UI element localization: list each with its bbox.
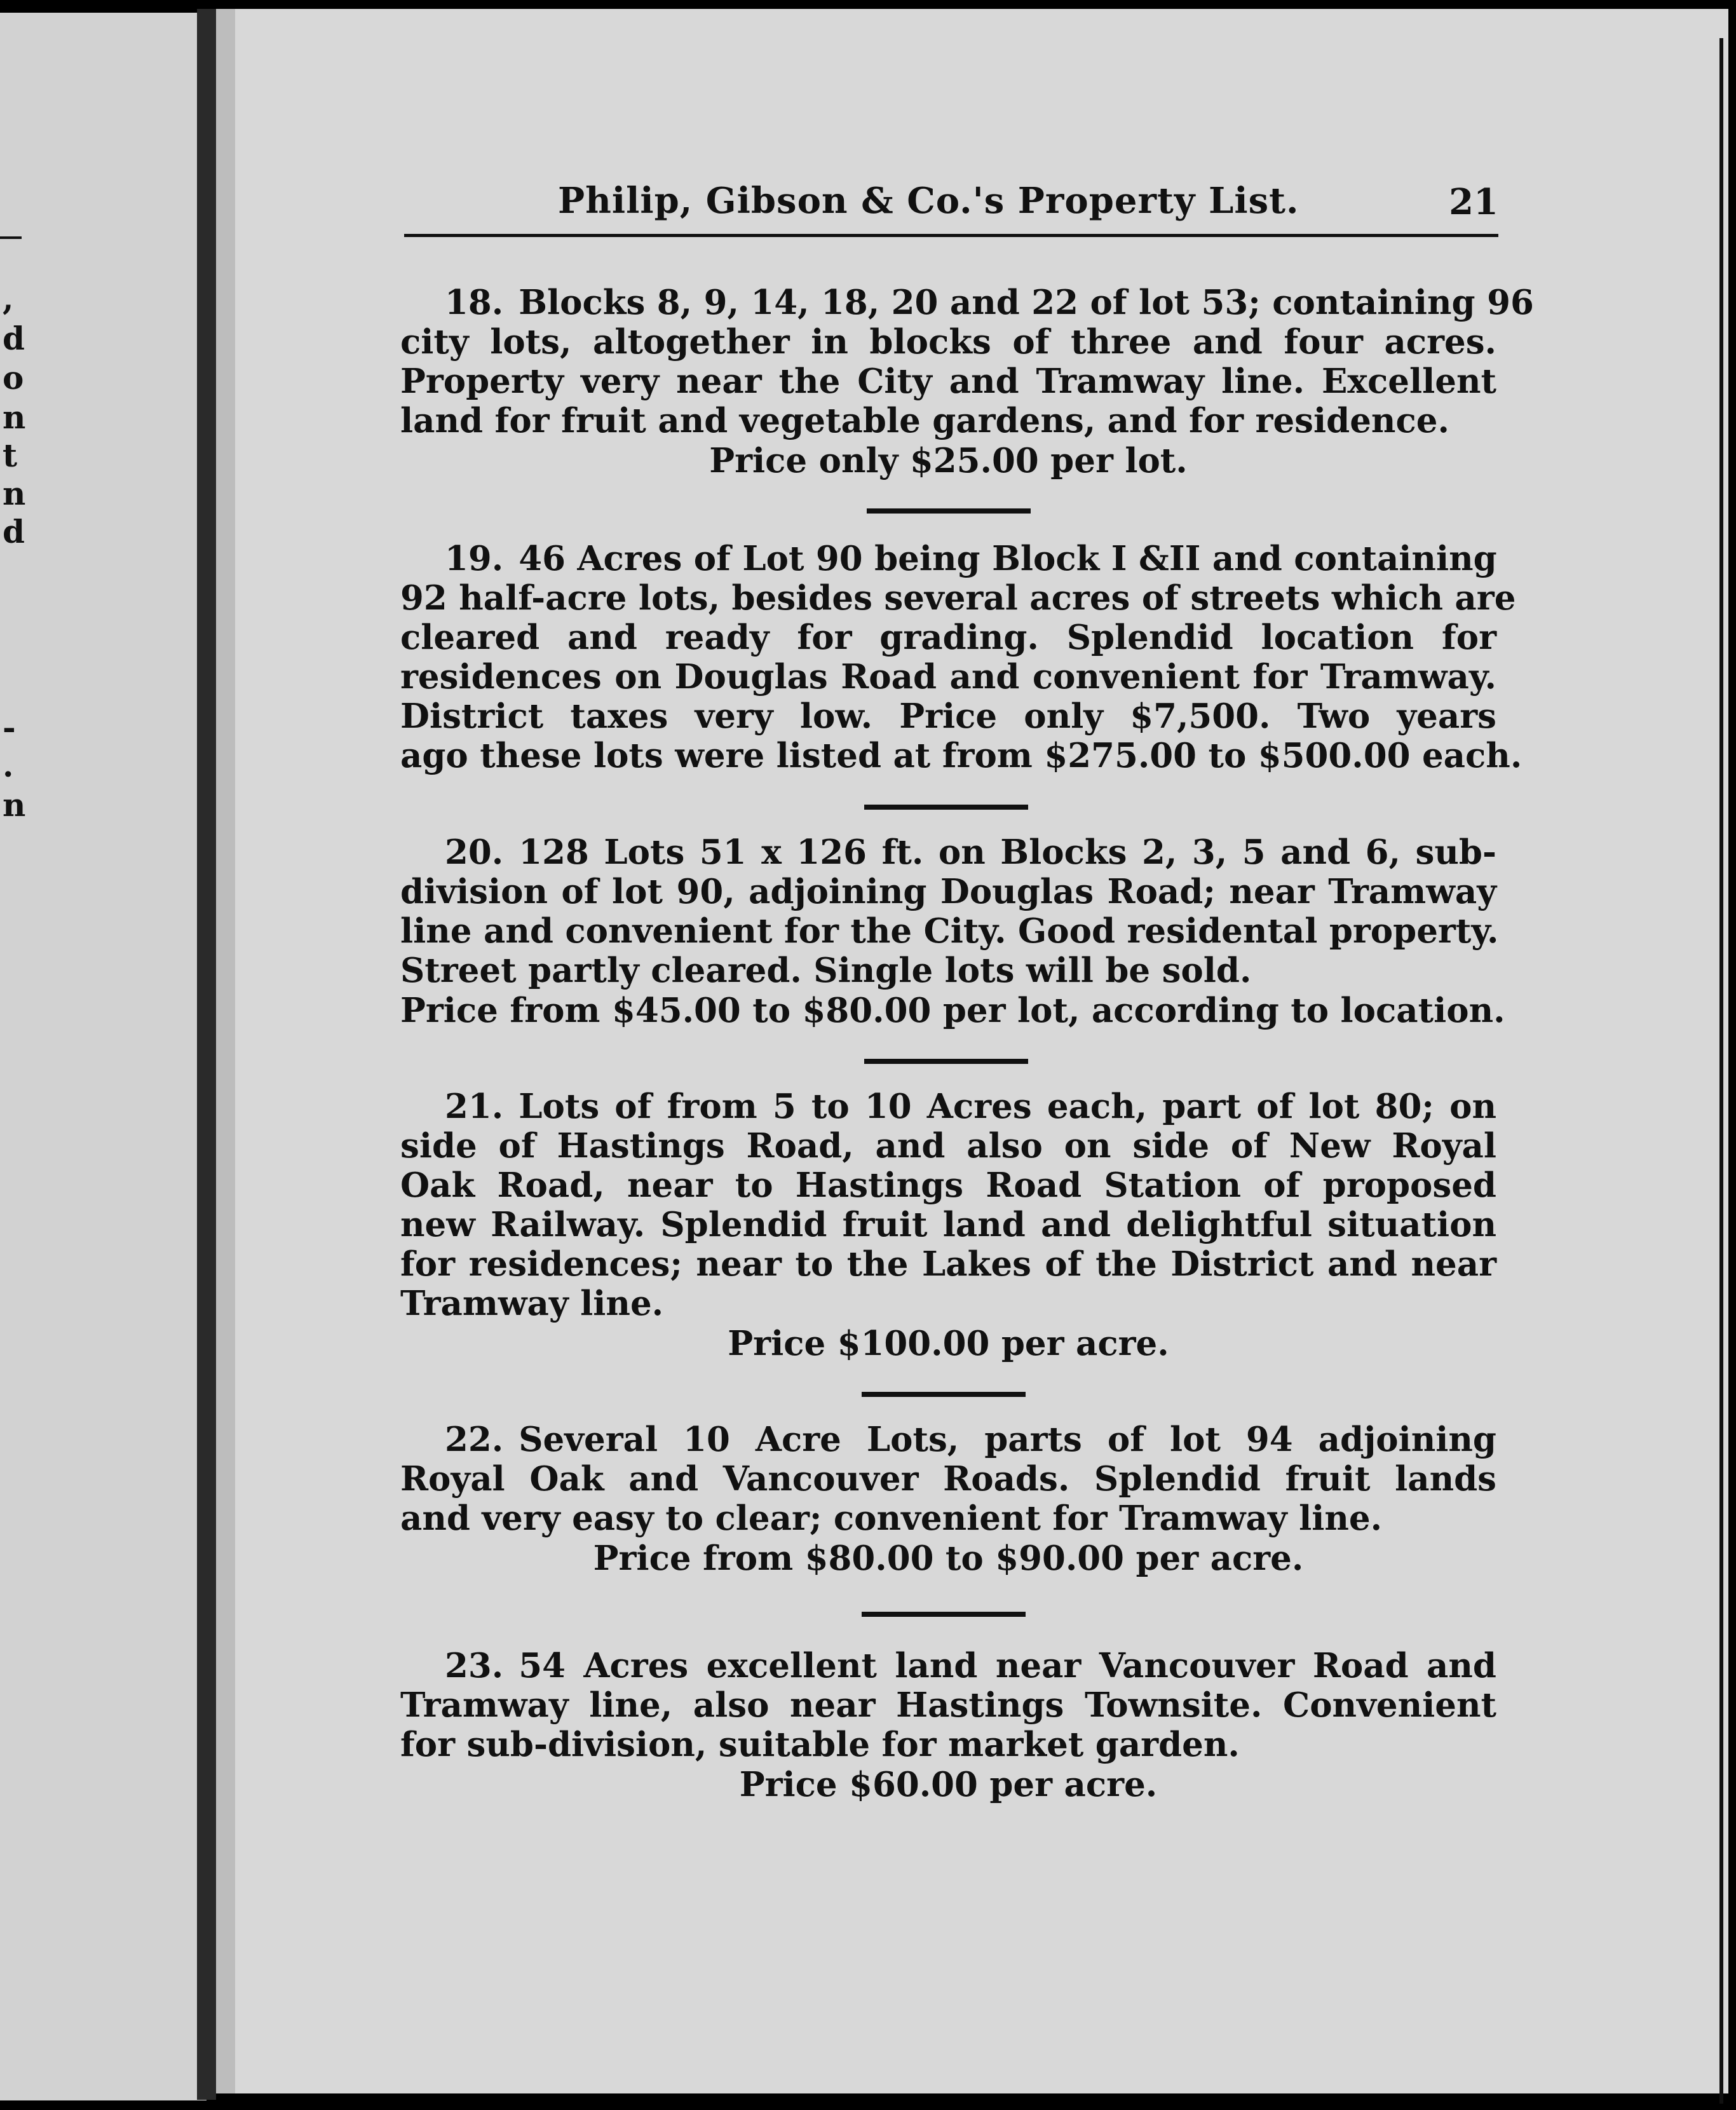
- gutter-shadow: [216, 9, 235, 2093]
- entry-line: for sub-division, suitable for market garden.: [400, 1725, 1240, 1764]
- facing-page-fragment: o: [3, 359, 24, 397]
- entry-line: 20. 128 Lots 51 x 126 ft. on Blocks 2, 3, 5 and 6, sub-: [400, 833, 1496, 872]
- entry-line: cleared and ready for grading. Splendid location for: [400, 618, 1496, 657]
- facing-page-fragment: -: [3, 709, 16, 746]
- property-entry-18: [400, 283, 1534, 481]
- entry-separator: [864, 1059, 1028, 1064]
- entry-number: 21.: [445, 1087, 504, 1126]
- running-head: [405, 180, 1498, 231]
- entry-number: 20.: [445, 833, 504, 872]
- entry-line: 92 half-acre lots, besides several acres of streets which are: [400, 578, 1516, 618]
- entry-price: Price $60.00 per acre.: [739, 1765, 1158, 1804]
- entry-line: division of lot 90, adjoining Douglas Road; near Tramway: [400, 872, 1496, 911]
- entry-line: city lots, altogether in blocks of three and four acres.: [400, 322, 1496, 362]
- facing-page-fragment: n: [3, 475, 26, 512]
- entry-number: 18.: [445, 283, 504, 322]
- entry-separator: [864, 805, 1028, 810]
- entry-line: and very easy to clear; convenient for Tramway line.: [400, 1499, 1383, 1538]
- entry-line: new Railway. Splendid fruit land and delightful situation: [400, 1205, 1496, 1244]
- book-gutter: [197, 9, 216, 2100]
- header-rule: [404, 234, 1498, 237]
- facing-page-fragment: .: [3, 747, 14, 784]
- entry-line: 22. Several 10 Acre Lots, parts of lot 94 adjoining: [400, 1420, 1496, 1459]
- entry-line: ago these lots were listed at from $275.00 to $500.00 each.: [400, 736, 1522, 775]
- page-number: 21: [1449, 181, 1498, 223]
- entry-line: side of Hastings Road, and also on side of New Royal: [400, 1126, 1496, 1166]
- entry-line: Tramway line, also near Hastings Townsite. Convenient: [400, 1685, 1496, 1725]
- entry-line: Royal Oak and Vancouver Roads. Splendid fruit lands: [400, 1459, 1496, 1499]
- entry-line: Tramway line.: [400, 1284, 664, 1323]
- page-edge: [1719, 38, 1723, 2104]
- property-entry-19: [400, 539, 1522, 775]
- facing-page-edge: [0, 13, 207, 2100]
- running-title: Philip, Gibson & Co.'s Property List.: [558, 180, 1299, 222]
- property-entry-20: [400, 833, 1505, 1031]
- facing-page-fragment: n: [3, 398, 26, 436]
- entry-line: 21. Lots of from 5 to 10 Acres each, part of lot 80; on: [400, 1087, 1496, 1126]
- entry-line: 18. Blocks 8, 9, 14, 18, 20 and 22 of lot 53; containing 96: [400, 283, 1496, 322]
- facing-page-rule: [0, 236, 22, 239]
- facing-page-fragment: ,: [3, 280, 14, 317]
- entry-price: Price from $80.00 to $90.00 per acre.: [593, 1539, 1304, 1578]
- entry-line: Street partly cleared. Single lots will be sold.: [400, 951, 1252, 990]
- entry-line: 19. 46 Acres of Lot 90 being Block I &II and containing: [400, 539, 1496, 578]
- entry-line: line and convenient for the City. Good residental property.: [400, 911, 1499, 951]
- entry-separator: [867, 508, 1031, 514]
- entry-price: Price only $25.00 per lot.: [709, 441, 1188, 480]
- entry-number: 22.: [445, 1420, 504, 1459]
- entry-line: for residences; near to the Lakes of the District and near: [400, 1244, 1496, 1284]
- property-entry-23: [400, 1646, 1496, 1805]
- entry-line: 23. 54 Acres excellent land near Vancouver Road and: [400, 1646, 1496, 1685]
- entry-line: Oak Road, near to Hastings Road Station of proposed: [400, 1166, 1496, 1205]
- facing-page-fragment: n: [3, 786, 26, 824]
- facing-page-fragment: d: [3, 513, 25, 550]
- entry-line: residences on Douglas Road and convenient for Tramway.: [400, 657, 1496, 697]
- entry-number: 23.: [445, 1646, 504, 1685]
- facing-page-fragment: t: [3, 437, 18, 474]
- entry-price: Price $100.00 per acre.: [728, 1324, 1169, 1363]
- entry-line: Property very near the City and Tramway line. Excellent: [400, 362, 1496, 401]
- entry-separator: [862, 1392, 1026, 1397]
- entry-number: 19.: [445, 539, 504, 578]
- entry-price: Price from $45.00 to $80.00 per lot, according to location.: [400, 991, 1505, 1030]
- entry-separator: [862, 1612, 1026, 1617]
- entry-line: land for fruit and vegetable gardens, and for residence.: [400, 401, 1449, 440]
- facing-page-fragment: d: [3, 320, 25, 357]
- property-entry-22: [400, 1420, 1496, 1579]
- property-entry-21: [400, 1087, 1496, 1364]
- entry-line: District taxes very low. Price only $7,500. Two years: [400, 697, 1496, 736]
